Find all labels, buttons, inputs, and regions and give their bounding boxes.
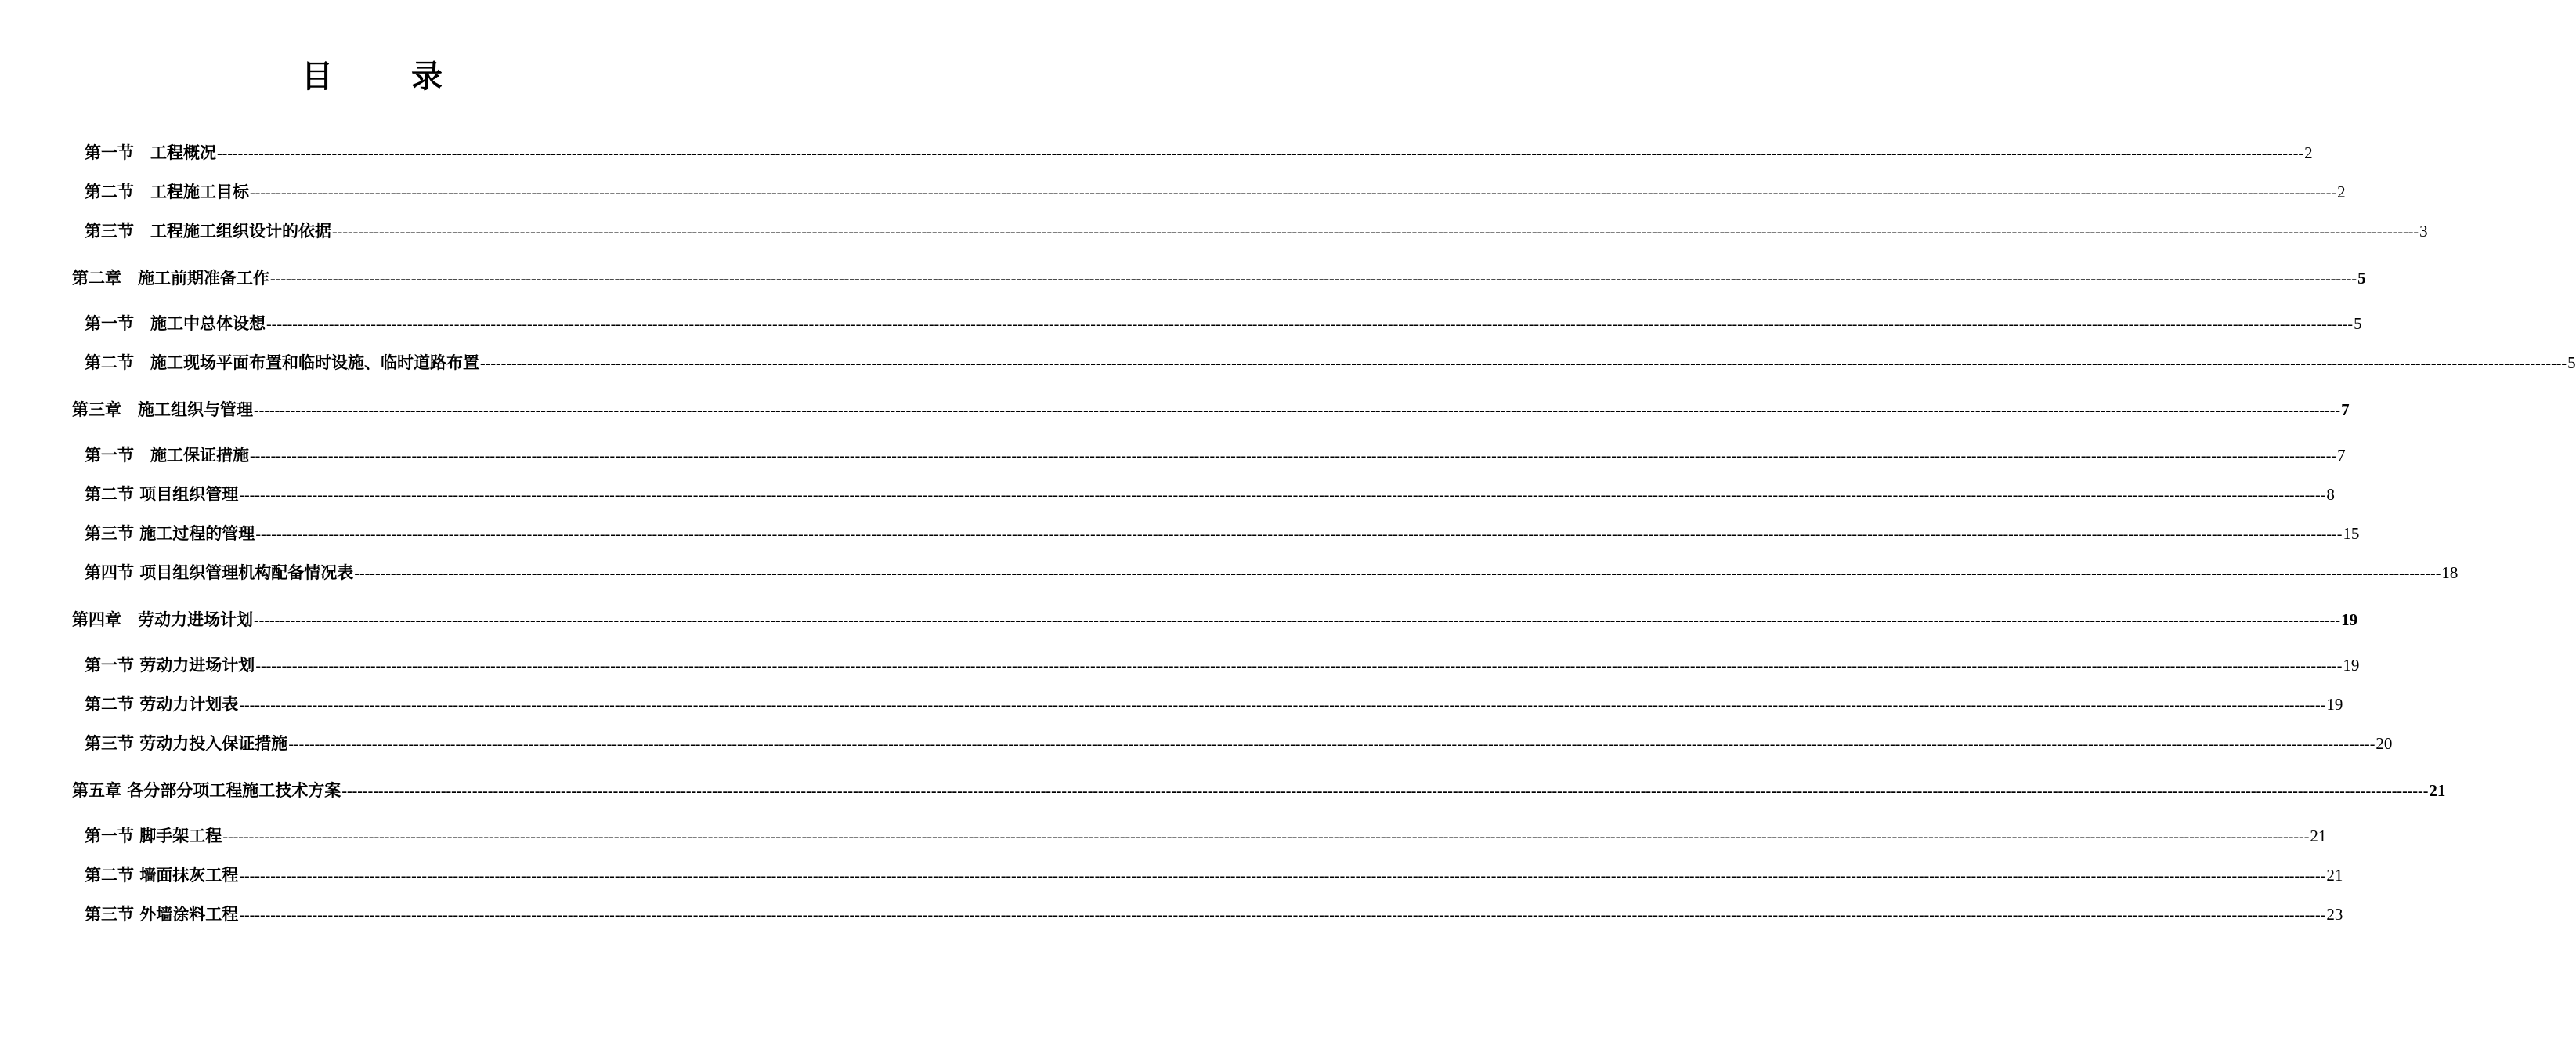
toc-page-number: 19 [2341, 610, 2358, 629]
toc-page-number: 2 [2304, 143, 2313, 162]
toc-entry-label: 第一节 工程概况 [85, 143, 216, 162]
toc-page-number: 21 [2429, 781, 2446, 800]
toc-page-number: 3 [2419, 222, 2428, 241]
toc-entry-label: 第五章 各分部分项工程施工技术方案 [72, 781, 341, 800]
toc-dot-leader: ---------------------------------------------------------------------------------------------------------------------------------------------------------------------------------------------------------------------------------------------------------------------------------------------------------------------------------------------------------------------------------------------------------------- [250, 447, 2337, 465]
toc-dot-leader: ---------------------------------------------------------------------------------------------------------------------------------------------------------------------------------------------------------------------------------------------------------------------------------------------------------------------------------------------------------------------------------------------------------------- [341, 783, 2429, 800]
toc-page-number: 7 [2337, 446, 2346, 465]
toc-page-number: 21 [2326, 866, 2343, 885]
toc-entry-label: 第一节 施工中总体设想 [85, 314, 266, 333]
toc-chapter-entry[interactable] [72, 779, 2446, 802]
toc-dot-leader: ---------------------------------------------------------------------------------------------------------------------------------------------------------------------------------------------------------------------------------------------------------------------------------------------------------------------------------------------------------------------------------------------------------------- [266, 316, 2354, 333]
toc-chapter-entry[interactable] [72, 266, 2366, 290]
toc-chapter-entry[interactable] [72, 398, 2350, 422]
toc-entry-label: 第二节 施工现场平面布置和临时设施、临时道路布置 [85, 353, 479, 372]
toc-page-number: 23 [2326, 905, 2343, 924]
toc-entry-label: 第三节 外墙涂料工程 [85, 905, 239, 924]
toc-section-entry[interactable] [85, 522, 2360, 545]
toc-page-number: 8 [2326, 485, 2335, 504]
toc-dot-leader: ---------------------------------------------------------------------------------------------------------------------------------------------------------------------------------------------------------------------------------------------------------------------------------------------------------------------------------------------------------------------------------------------------------------- [239, 906, 2326, 924]
toc-dot-leader: ---------------------------------------------------------------------------------------------------------------------------------------------------------------------------------------------------------------------------------------------------------------------------------------------------------------------------------------------------------------------------------------------------------------- [217, 145, 2304, 162]
toc-page-number: 5 [2357, 269, 2366, 288]
toc-section-entry[interactable] [85, 351, 2576, 375]
toc-page-number: 5 [2354, 314, 2362, 333]
toc-section-entry[interactable] [85, 561, 2459, 584]
toc-dot-leader: ---------------------------------------------------------------------------------------------------------------------------------------------------------------------------------------------------------------------------------------------------------------------------------------------------------------------------------------------------------------------------------------------------------------- [254, 402, 2341, 419]
toc-chapter-entry[interactable] [72, 608, 2358, 631]
toc-entry-label: 第三节 劳动力投入保证措施 [85, 734, 288, 753]
toc-dot-leader: ---------------------------------------------------------------------------------------------------------------------------------------------------------------------------------------------------------------------------------------------------------------------------------------------------------------------------------------------------------------------------------------------------------------- [239, 697, 2326, 714]
toc-entry-label: 第三节 工程施工组织设计的依据 [85, 222, 331, 241]
toc-page-number: 5 [2567, 353, 2576, 372]
toc-dot-leader: ---------------------------------------------------------------------------------------------------------------------------------------------------------------------------------------------------------------------------------------------------------------------------------------------------------------------------------------------------------------------------------------------------------------- [288, 736, 2375, 753]
toc-dot-leader: ---------------------------------------------------------------------------------------------------------------------------------------------------------------------------------------------------------------------------------------------------------------------------------------------------------------------------------------------------------------------------------------------------------------- [480, 355, 2567, 372]
toc-page-number: 15 [2343, 524, 2360, 543]
toc-entry-label: 第一节 脚手架工程 [85, 827, 222, 845]
toc-dot-leader: ---------------------------------------------------------------------------------------------------------------------------------------------------------------------------------------------------------------------------------------------------------------------------------------------------------------------------------------------------------------------------------------------------------------- [255, 526, 2343, 543]
toc-section-entry[interactable] [85, 653, 2360, 677]
toc-dot-leader: ---------------------------------------------------------------------------------------------------------------------------------------------------------------------------------------------------------------------------------------------------------------------------------------------------------------------------------------------------------------------------------------------------------------- [254, 612, 2341, 629]
toc-page-number: 19 [2326, 695, 2343, 714]
toc-entry-label: 第二节 墙面抹灰工程 [85, 866, 239, 885]
toc-entry-label: 第二节 项目组织管理 [85, 485, 239, 504]
toc-section-entry[interactable] [85, 824, 2327, 848]
toc-section-entry[interactable] [85, 903, 2343, 926]
toc-section-entry[interactable] [85, 443, 2346, 467]
toc-dot-leader: ---------------------------------------------------------------------------------------------------------------------------------------------------------------------------------------------------------------------------------------------------------------------------------------------------------------------------------------------------------------------------------------------------------------- [354, 565, 2441, 582]
toc-dot-leader: ---------------------------------------------------------------------------------------------------------------------------------------------------------------------------------------------------------------------------------------------------------------------------------------------------------------------------------------------------------------------------------------------------------------- [222, 828, 2310, 845]
toc-section-entry[interactable] [85, 180, 2346, 204]
toc-entry-label: 第三节 施工过程的管理 [85, 524, 255, 543]
toc-page-number: 2 [2337, 183, 2346, 201]
toc-entry-label: 第四章 劳动力进场计划 [72, 610, 253, 629]
toc-entry-label: 第二章 施工前期准备工作 [72, 269, 269, 288]
toc-section-entry[interactable] [85, 863, 2343, 887]
toc-page-number: 19 [2343, 656, 2360, 675]
toc-section-entry[interactable] [85, 312, 2362, 335]
toc-entry-label: 第四节 项目组织管理机构配备情况表 [85, 563, 354, 582]
toc-dot-leader: ---------------------------------------------------------------------------------------------------------------------------------------------------------------------------------------------------------------------------------------------------------------------------------------------------------------------------------------------------------------------------------------------------------------- [255, 657, 2343, 675]
toc-entry-label: 第三章 施工组织与管理 [72, 400, 253, 419]
toc-entry-label: 第二节 劳动力计划表 [85, 695, 239, 714]
toc-entry-label: 第二节 工程施工目标 [85, 183, 249, 201]
toc-section-entry[interactable] [85, 732, 2393, 755]
toc-page-number: 21 [2310, 827, 2327, 845]
toc-section-entry[interactable] [85, 693, 2343, 716]
toc-entry-label: 第一节 施工保证措施 [85, 446, 249, 465]
toc-dot-leader: ---------------------------------------------------------------------------------------------------------------------------------------------------------------------------------------------------------------------------------------------------------------------------------------------------------------------------------------------------------------------------------------------------------------- [250, 184, 2337, 201]
toc-page-number: 18 [2441, 563, 2459, 582]
toc-dot-leader: ---------------------------------------------------------------------------------------------------------------------------------------------------------------------------------------------------------------------------------------------------------------------------------------------------------------------------------------------------------------------------------------------------------------- [270, 270, 2357, 288]
toc-dot-leader: ---------------------------------------------------------------------------------------------------------------------------------------------------------------------------------------------------------------------------------------------------------------------------------------------------------------------------------------------------------------------------------------------------------------- [332, 223, 2419, 241]
toc-dot-leader: ---------------------------------------------------------------------------------------------------------------------------------------------------------------------------------------------------------------------------------------------------------------------------------------------------------------------------------------------------------------------------------------------------------------- [239, 487, 2326, 504]
toc-page-number: 7 [2341, 400, 2350, 419]
toc-section-entry[interactable] [85, 219, 2428, 243]
toc-page-number: 20 [2375, 734, 2393, 753]
toc-section-entry[interactable] [85, 483, 2335, 506]
page-title: 目 录 [302, 59, 466, 95]
toc-dot-leader: ---------------------------------------------------------------------------------------------------------------------------------------------------------------------------------------------------------------------------------------------------------------------------------------------------------------------------------------------------------------------------------------------------------------- [239, 867, 2326, 885]
toc-section-entry[interactable] [85, 141, 2313, 165]
toc-entry-label: 第一节 劳动力进场计划 [85, 656, 255, 675]
